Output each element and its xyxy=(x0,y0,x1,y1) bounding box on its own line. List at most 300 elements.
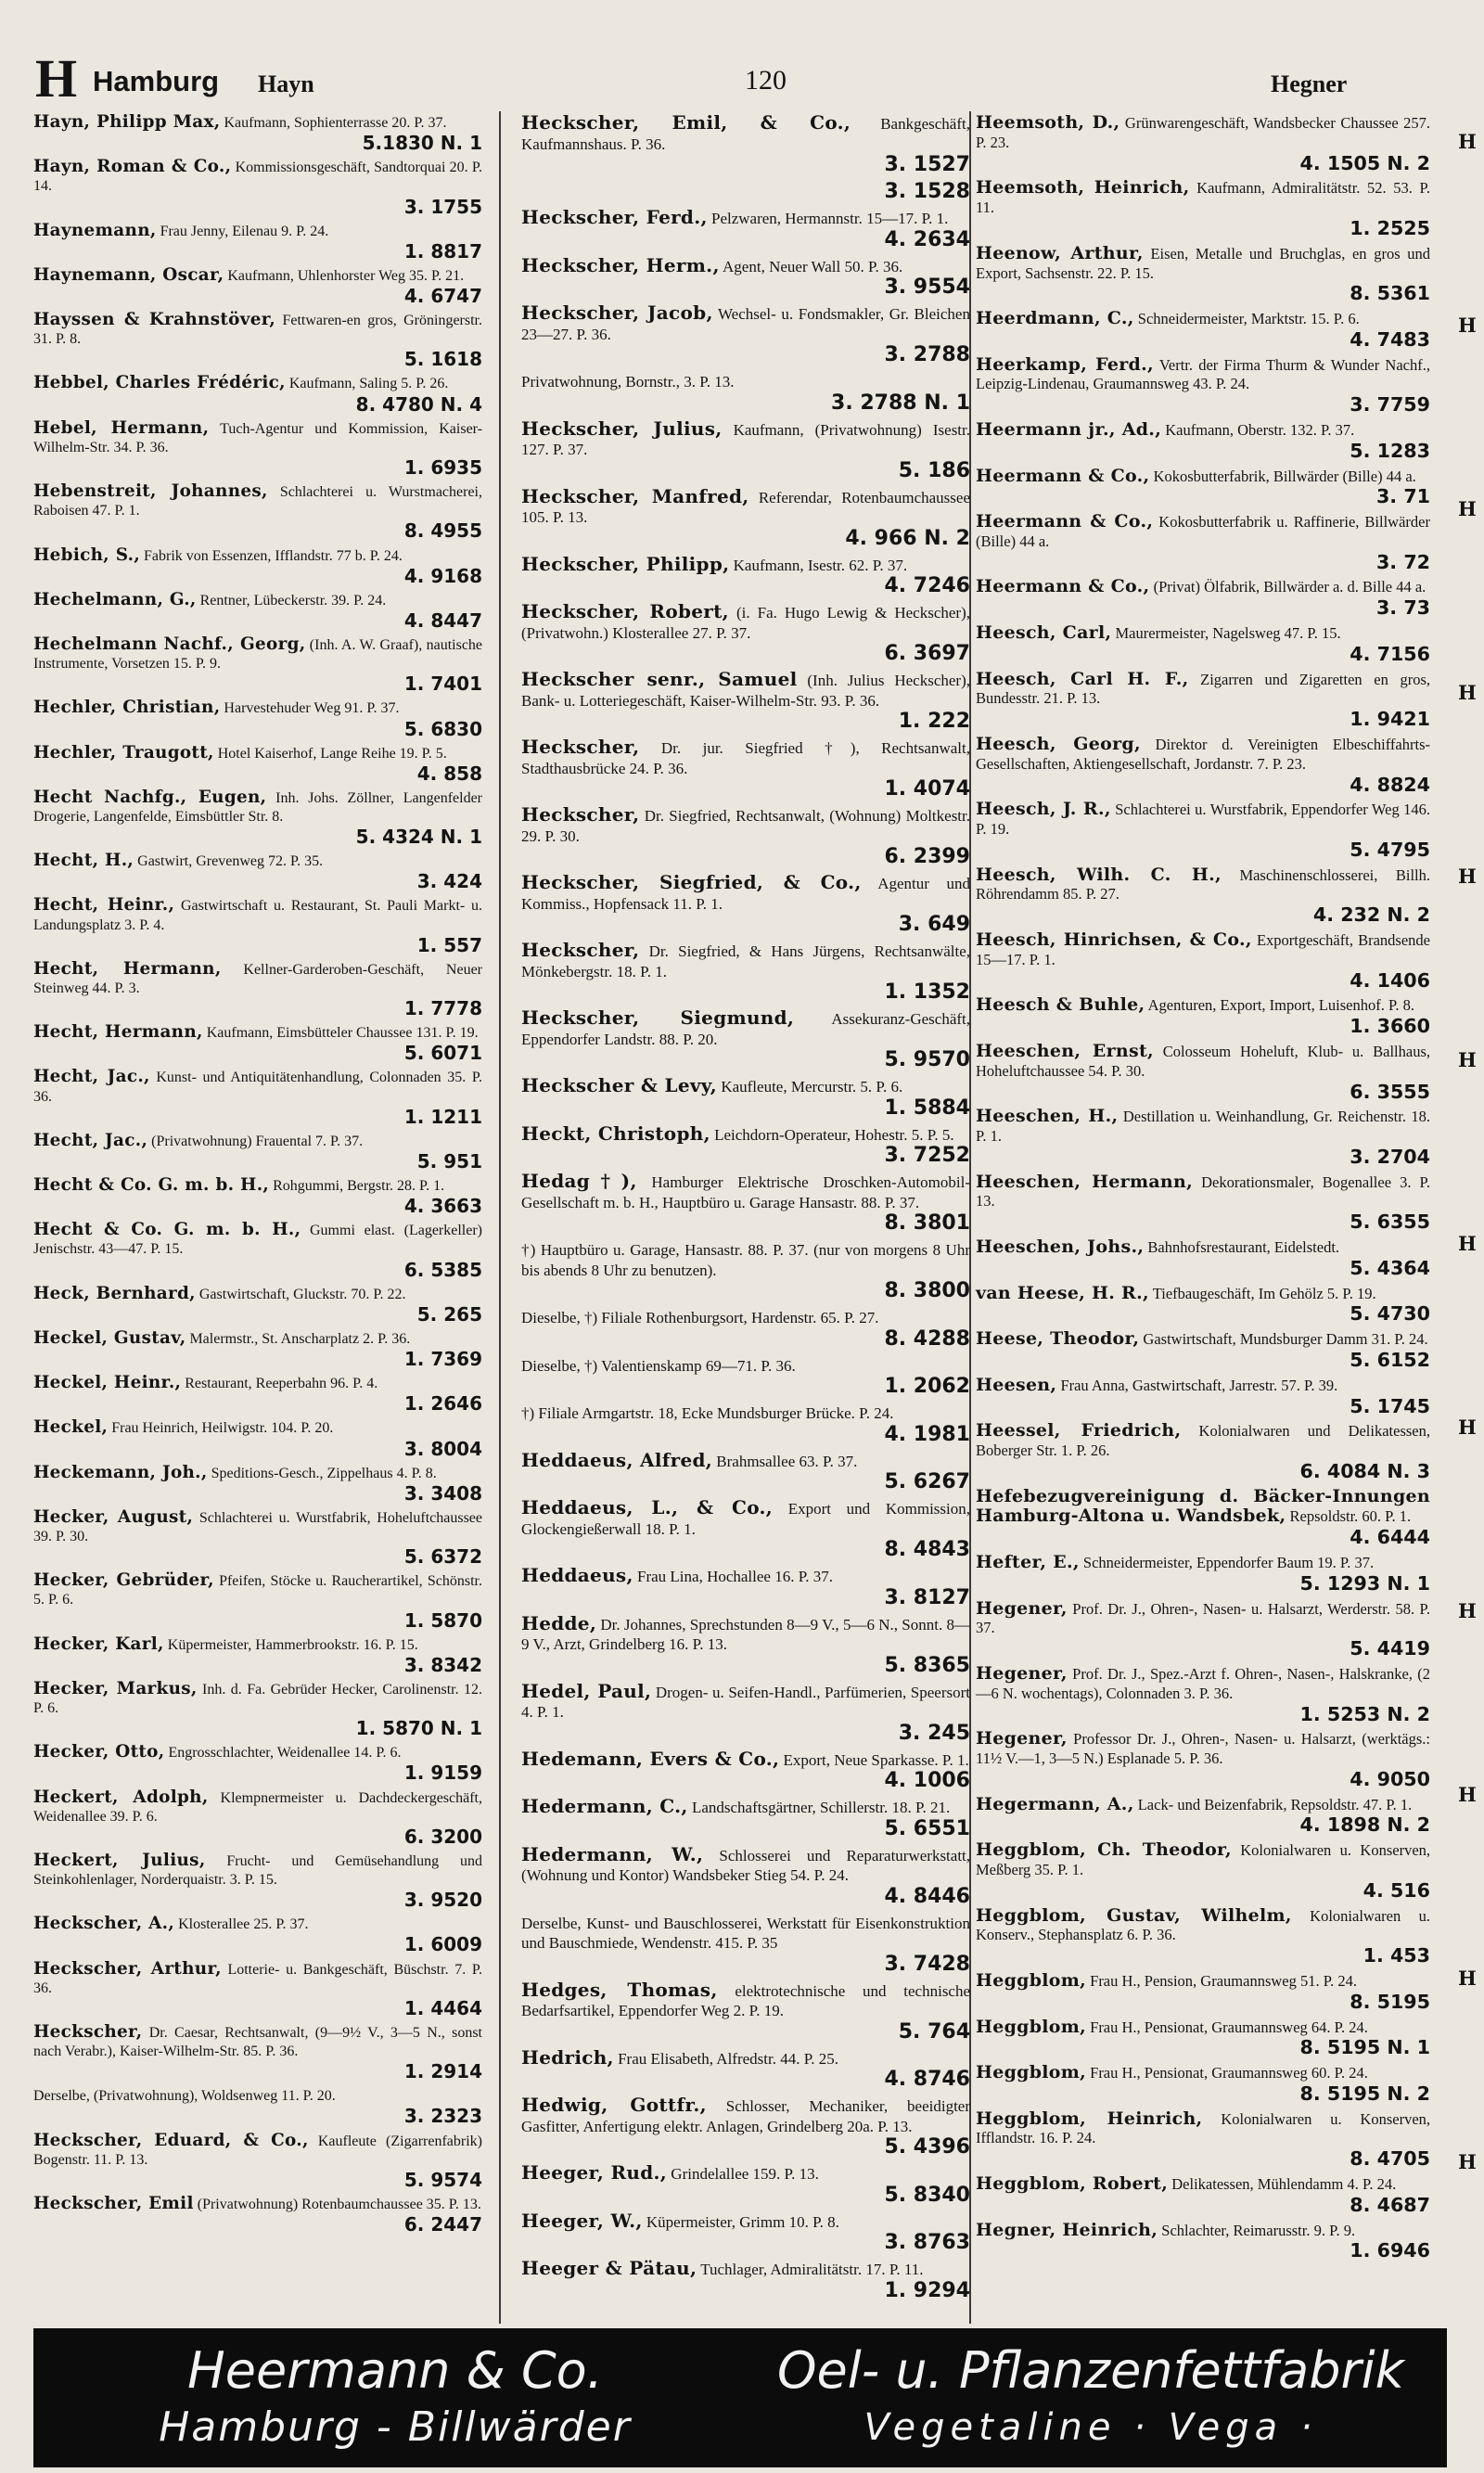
directory-entry xyxy=(521,873,970,936)
entry-phone-number: 4. 1006 xyxy=(884,1769,970,1792)
entry-name: Heesch, Carl H. F., xyxy=(976,668,1189,689)
entry-phone-number: 3. 649 xyxy=(898,913,970,936)
entry-phone-number: 4. 8446 xyxy=(884,1884,970,1908)
entry-phone-number: 1. 9294 xyxy=(884,2278,970,2302)
entry-name: Heckscher, Ferd., xyxy=(521,206,708,228)
entry-name: Heckert, Adolph, xyxy=(33,1787,209,1807)
entry-phone-number: 3. 245 xyxy=(898,1721,970,1745)
entry-name: Hechler, Traugott, xyxy=(33,742,214,762)
entry-phone-number: 5. 9570 xyxy=(884,1048,970,1071)
directory-entry xyxy=(33,744,482,784)
entry-phone-number: 4. 7483 xyxy=(1350,327,1430,351)
entry-phone-number: 5. 8340 xyxy=(884,2183,970,2207)
entry-phone-number: 1. 5870 N. 1 xyxy=(355,1717,482,1740)
entry-name: Heckscher senr., Samuel xyxy=(521,668,798,690)
directory-entry xyxy=(33,788,482,847)
entry-name: Heessel, Friedrich, xyxy=(976,1420,1182,1442)
entry-phone-number: 3. 8763 xyxy=(884,2231,970,2254)
directory-entry xyxy=(521,602,970,665)
entry-name: Hecker, Karl, xyxy=(33,1634,164,1654)
directory-entry xyxy=(33,1068,482,1126)
entry-name: Hecht, Jac., xyxy=(33,1130,148,1150)
directory-entry xyxy=(976,577,1430,619)
entry-name: Hecht, H., xyxy=(33,851,134,871)
entry-details: Frau Elisabeth, Alfredstr. 44. P. 25. xyxy=(618,2049,839,2068)
directory-entry xyxy=(976,1237,1430,1279)
edge-letter: H xyxy=(1458,865,1477,888)
entry-name: Hefter, E., xyxy=(976,1552,1080,1573)
entry-name: Hegener, xyxy=(976,1597,1068,1619)
entry-details: Dekorationsmaler, Bogenallee 3. P. 13. xyxy=(976,1172,1430,1211)
entry-phone-number: 1. 2062 xyxy=(884,1375,970,1398)
entry-phone-number: 5. 4364 xyxy=(1350,1256,1430,1279)
directory-entry xyxy=(33,546,482,586)
entry-phone-number: 5. 4730 xyxy=(1350,1302,1430,1326)
directory-entry xyxy=(33,1852,482,1910)
entry-phone-number: 1. 1211 xyxy=(403,1105,482,1128)
entry-name: Hecker, Otto, xyxy=(33,1742,165,1762)
entry-phone-number: 1. 6009 xyxy=(403,1933,482,1956)
directory-entry xyxy=(33,419,482,478)
entry-details: Frau Lina, Hochallee 16. P. 37. xyxy=(637,1568,834,1585)
entry-phone-number: 5. 6372 xyxy=(403,1545,482,1569)
edge-letter: H xyxy=(1458,1599,1477,1622)
directory-entry xyxy=(976,1599,1430,1659)
directory-entry xyxy=(521,670,970,733)
directory-entry xyxy=(33,2132,482,2190)
entry-name: Hebich, S., xyxy=(33,545,141,565)
entry-details: Dr. Johannes, Sprechstunden 8—9 V., 5—6 N., Sonnt. 8—9 V., Arzt, Grindelberg 16. P. 13. xyxy=(521,1615,970,1653)
entry-details: Leichdorn-Operateur, Hohestr. 5. P. 5. xyxy=(714,1125,954,1144)
entry-details: Tiefbaugeschäft, Im Gehölz 5. P. 19. xyxy=(1152,1284,1376,1302)
entry-name: Hedges, Thomas, xyxy=(521,1978,718,2001)
entry-name: Heerdmann, C., xyxy=(976,308,1134,329)
directory-entry xyxy=(521,2045,970,2092)
entry-details: Kaufmann, Eimsbütteler Chaussee 131. P. 19. xyxy=(206,1025,479,1042)
entry-phone-number: 1. 9159 xyxy=(403,1762,482,1785)
entry-phone-number: 4. 516 xyxy=(1362,1878,1430,1902)
entry-details: (Privat) Ölfabrik, Billwärder a. d. Bille 44 a. xyxy=(1153,578,1426,596)
entry-phone-number: 5. 1283 xyxy=(1350,439,1430,462)
entry-name: Heesch & Buhle, xyxy=(976,994,1145,1016)
entry-details: Export und Kommission, Glockengießerwall 18. P. 1. xyxy=(521,1500,970,1538)
ad-brand-names: Vegetaline · Vega · xyxy=(864,2406,1318,2449)
entry-name: Heddaeus, L., & Co., xyxy=(521,1496,774,1518)
entry-details: Gummi elast. (Lagerkeller) Jenischstr. 43—47. P. 15. xyxy=(33,1223,482,1258)
entry-phone-number: 1. 2646 xyxy=(403,1392,482,1416)
entry-name: Heckscher, Siegfried, & Co., xyxy=(521,871,862,893)
entry-phone-number: 3. 2323 xyxy=(403,2105,482,2128)
edge-letter: H xyxy=(1458,1783,1477,1806)
entry-details: Dieselbe, †) Valentienskamp 69—71. P. 36. xyxy=(521,1356,796,1375)
directory-entry xyxy=(33,1176,482,1216)
directory-entry xyxy=(521,1355,970,1399)
entry-details: Destillation u. Weinhandlung, Gr. Reichenstr. 18. P. 1. xyxy=(976,1108,1430,1146)
entry-details: Derselbe, Kunst- und Bauschlosserei, Werkstatt für Eisenkonstruktion und Bauschmiede, Wendenstr. 415. P. 35 xyxy=(521,1914,970,1952)
directory-entry xyxy=(521,1239,970,1302)
entry-details: Hamburger Elektrische Droschken-Automobil-Gesellschaft m. b. H., Hauptbüro u. Garage Hansastr. 88. P. 37. xyxy=(521,1173,970,1211)
entry-phone-number: 3. 2788 N. 1 xyxy=(831,391,970,415)
entry-name: Hecht & Co. G. m. b. H., xyxy=(33,1175,270,1196)
entry-details: Dieselbe, †) Filiale Rothenburgsort, Hardenstr. 65. P. 27. xyxy=(521,1309,879,1326)
entry-details: Pfeifen, Stöcke u. Raucherartikel, Schönstr. 5. P. 6. xyxy=(33,1573,483,1608)
entry-phone-number: 3. 71 xyxy=(1375,485,1430,508)
entry-phone-number: 8. 5195 N. 2 xyxy=(1299,2082,1430,2105)
entry-phone-number: 5. 4396 xyxy=(884,2135,970,2159)
entry-phone-number: 4. 8824 xyxy=(1350,773,1430,796)
entry-name: Heesch, Carl, xyxy=(976,622,1112,644)
entry-phone-number: 8. 3800 xyxy=(884,1279,970,1302)
entry-phone-number: 4. 1406 xyxy=(1350,968,1430,992)
entry-name: Hedermann, W., xyxy=(521,1842,704,1865)
directory-entry xyxy=(33,1464,482,1504)
entry-details: Frau H., Pension, Graumannsweg 51. P. 24. xyxy=(1090,1971,1357,1990)
entry-details: Frucht- und Gemüsehandlung und Steinkohlenlager, Norderquaistr. 3. P. 15. xyxy=(33,1852,483,1889)
entry-details: Prof. Dr. J., Ohren-, Nasen- u. Halsarzt, Werderstr. 58. P. 37. xyxy=(976,1599,1430,1637)
edge-letter: H xyxy=(1458,1416,1477,1439)
entry-details: Agentur und Kommiss., Hopfensack 11. P. 1. xyxy=(521,875,970,913)
directory-entry xyxy=(521,1980,970,2044)
entry-phone-number: 4. 8447 xyxy=(403,609,482,632)
entry-name: Heermann & Co., xyxy=(976,465,1150,486)
directory-entry xyxy=(521,1679,971,1745)
directory-entry xyxy=(521,416,971,482)
entry-phone-number: 1. 2914 xyxy=(403,2060,482,2083)
directory-entry xyxy=(521,1842,971,1908)
entry-name: Heckscher, Jacob, xyxy=(521,301,713,324)
entry-details: Restaurant, Reeperbahn 96. P. 4. xyxy=(185,1376,378,1392)
entry-name: Heeschen, Ernst, xyxy=(976,1040,1154,1061)
advertisement-banner xyxy=(33,2328,1447,2467)
ad-company-location: Hamburg - Billwärder xyxy=(159,2403,632,2451)
entry-details: Frau Jenny, Eilenau 9. P. 24. xyxy=(160,223,329,239)
entry-details: Export, Neue Sparkasse. P. 1. xyxy=(783,1750,969,1769)
entry-name: Heggblom, Robert, xyxy=(976,2172,1169,2194)
entry-phone-number: 3. 424 xyxy=(416,870,482,893)
entry-name: Heckscher, xyxy=(521,803,640,826)
edge-letter: H xyxy=(1458,130,1477,153)
directory-entry xyxy=(976,1042,1430,1102)
entry-phone-number: 6. 2399 xyxy=(884,845,970,868)
entry-details: elektrotechnische und technische Bedarfsartikel, Eppendorfer Weg 2. P. 19. xyxy=(521,1981,971,2019)
directory-entry xyxy=(33,2195,482,2235)
entry-name: Heenow, Arthur, xyxy=(976,242,1144,263)
directory-entry xyxy=(521,1797,970,1840)
entry-name: Heckel, Gustav, xyxy=(33,1327,186,1348)
entry-name: Hechler, Christian, xyxy=(33,698,221,718)
entry-details: Kaufmann, Admiralitätstr. 52. 53. P. 11. xyxy=(976,179,1430,217)
entry-details: Kaufmann, Oberstr. 132. P. 37. xyxy=(1165,421,1355,439)
entry-name: Heckscher, Philipp, xyxy=(521,552,730,575)
directory-entry xyxy=(976,1107,1430,1167)
entry-phone-number: 5.1830 N. 1 xyxy=(362,132,482,155)
entry-details: Bahnhofsrestaurant, Eidelstedt. xyxy=(1147,1238,1340,1257)
directory-entry xyxy=(976,1172,1430,1233)
directory-entry xyxy=(521,1566,970,1609)
directory-entry xyxy=(521,253,970,300)
entry-phone-number: 4. 6747 xyxy=(403,285,482,308)
entry-phone-number: 6. 4084 N. 3 xyxy=(1299,1459,1430,1482)
entry-details: Kommissionsgeschäft, Sandtorquai 20. P. 14. xyxy=(33,160,483,195)
entry-name: Hecht & Co. G. m. b. H., xyxy=(33,1220,301,1240)
entry-details: Brahmsallee 63. P. 37. xyxy=(716,1452,858,1470)
entry-details: Schlosser, Mechaniker, beeidigter Gasfitter, Anfertigung elektr. Anlagen, Grindelberg 20a. P. 13. xyxy=(521,2097,970,2135)
entry-phone-number: 4. 966 N. 2 xyxy=(845,526,970,550)
directory-entry xyxy=(521,2259,970,2302)
entry-name: Heeschen, H., xyxy=(976,1106,1119,1127)
entry-name: Heesch, Wilh. C. H., xyxy=(976,864,1222,885)
edge-letter: H xyxy=(1458,1048,1477,1071)
directory-entry xyxy=(976,865,1430,926)
entry-phone-number: 3. 7252 xyxy=(884,1144,970,1167)
entry-phone-number: 6. 5385 xyxy=(403,1258,482,1281)
entry-name: Hayn, Roman & Co., xyxy=(33,157,232,177)
entry-details: Tuch-Agentur und Kommission, Kaiser-Wilhelm-Str. 34. P. 36. xyxy=(33,420,483,455)
entry-name: Hecker, Gebrüder, xyxy=(33,1570,214,1591)
directory-entry xyxy=(976,800,1430,860)
entry-details: Zigarren und Zigaretten en gros, Bundesstr. 21. P. 13. xyxy=(976,670,1430,708)
entry-name: Heckscher, Manfred, xyxy=(521,484,749,507)
entry-name: Heckscher & Levy, xyxy=(521,1074,718,1096)
entry-details: †) Filiale Armgartstr. 18, Ecke Mundsburger Brücke. P. 24. xyxy=(521,1404,894,1422)
directory-entry xyxy=(521,737,970,801)
entry-phone-number: 8. 5195 xyxy=(1350,1990,1430,2013)
entry-name: Heese, Theodor, xyxy=(976,1328,1140,1350)
entry-name: van Heese, H. R., xyxy=(976,1282,1149,1303)
entry-name: Heeger, W., xyxy=(521,2209,643,2232)
entry-name: Heddaeus, xyxy=(521,1564,633,1586)
directory-entry xyxy=(33,1023,482,1063)
entry-name: Hecht, Heinr., xyxy=(33,895,175,916)
entry-phone-number: 1. 557 xyxy=(416,933,482,956)
entry-phone-number: 8. 3801 xyxy=(884,1211,970,1235)
entry-phone-number: 8. 4843 xyxy=(884,1538,970,1561)
directory-entry xyxy=(33,1374,482,1414)
entry-phone-number: 5. 4795 xyxy=(1350,838,1430,861)
entry-details: Gastwirt, Grevenweg 72. P. 35. xyxy=(137,853,324,870)
entry-phone-number: 5. 265 xyxy=(416,1302,482,1326)
entry-details: (Inh. Julius Heckscher), Bank- u. Lotteriegeschäft, Kaiser-Wilhelm-Str. 93. P. 36. xyxy=(521,672,970,710)
entry-name: Heggblom, xyxy=(976,1969,1087,1991)
entry-name: Hedrich, xyxy=(521,2045,614,2069)
entry-details: Dr. Siegfried, Rechtsanwalt, (Wohnung) Moltkestr. 29. P. 30. xyxy=(521,807,971,845)
entry-details: Kaufmann, Saling 5. P. 26. xyxy=(288,376,449,392)
range-start-word: Hayn xyxy=(258,70,314,97)
entry-name: Heckscher, Emil, & Co., xyxy=(521,111,851,134)
entry-name: Heckscher, Siegmund, xyxy=(521,1006,795,1029)
entry-name: Heckscher, Herm., xyxy=(521,253,720,276)
directory-entry xyxy=(521,1403,970,1446)
entry-name: Hegener, xyxy=(976,1728,1068,1749)
edge-letter: H xyxy=(1458,314,1477,337)
entry-details: Schlachter, Reimarusstr. 9. P. 9. xyxy=(1161,2221,1356,2239)
entry-details: Malermstr., St. Anscharplatz 2. P. 36. xyxy=(189,1330,411,1347)
entry-details: Agent, Neuer Wall 50. P. 36. xyxy=(723,257,903,275)
entry-phone-number: 6. 2447 xyxy=(403,2213,482,2236)
entry-phone-number: 4. 3663 xyxy=(403,1195,482,1218)
entry-phone-number: 3. 7759 xyxy=(1350,393,1430,416)
entry-name: Heggblom, Ch. Theodor, xyxy=(976,1839,1232,1861)
entry-details: Kaufmann, Sophienterrasse 20. P. 37. xyxy=(224,115,447,131)
entry-name: Heckscher, xyxy=(521,736,640,758)
directory-column-1 xyxy=(33,113,482,2324)
entry-details: Repsoldstr. 60. P. 1. xyxy=(1289,1507,1412,1526)
entry-details: Schneidermeister, Eppendorfer Baum 19. P. 37. xyxy=(1082,1554,1375,1572)
directory-entry xyxy=(521,2095,970,2159)
entry-details: Gastwirtschaft, Mundsburger Damm 31. P. 24. xyxy=(1143,1330,1428,1349)
directory-entry xyxy=(976,355,1430,416)
entry-details: Gastwirtschaft u. Restaurant, St. Pauli Markt- u. Landungsplatz 3. P. 4. xyxy=(33,898,483,933)
edge-letter: H xyxy=(1458,1232,1477,1255)
directory-entry xyxy=(976,1729,1430,1789)
entry-phone-number: 1. 453 xyxy=(1362,1944,1430,1967)
directory-entry xyxy=(976,1487,1430,1548)
entry-phone-number: 8. 4780 N. 4 xyxy=(355,392,482,416)
directory-entry xyxy=(976,2174,1430,2216)
entry-details: Kolonialwaren und Delikatessen, Boberger Str. 1. P. 26. xyxy=(976,1422,1430,1460)
entry-details: Kaufmann, (Privatwohnung) Isestr. 127. P. 37. xyxy=(521,420,971,458)
entry-phone-number: 5. 1745 xyxy=(1350,1394,1430,1417)
directory-entry xyxy=(33,1960,482,2018)
entry-details: Schlachterei u. Wurstfabrik, Eppendorfer Weg 146. P. 19. xyxy=(976,801,1431,839)
entry-phone-number: 1. 5870 xyxy=(403,1608,482,1632)
directory-entry xyxy=(976,930,1430,991)
entry-phone-number: 4. 9168 xyxy=(403,564,482,587)
entry-name: Hechelmann, G., xyxy=(33,589,197,609)
directory-entry xyxy=(521,1498,970,1561)
entry-details: Kolonialwaren u. Konserv., Stephansplatz 6. P. 36. xyxy=(976,1906,1430,1944)
entry-phone-number: 5. 951 xyxy=(416,1150,482,1173)
entry-details: Drogen- u. Seifen-Handl., Parfümerien, Speersort 4. P. 1. xyxy=(521,1683,971,1721)
entry-phone-number: 1. 7778 xyxy=(403,997,482,1020)
entry-name: Hecht, Hermann, xyxy=(33,958,222,979)
entry-phone-number: 5. 8365 xyxy=(884,1653,970,1677)
page-header xyxy=(35,48,1436,109)
entry-phone-number: 4. 7156 xyxy=(1350,642,1430,665)
entry-name: Heddaeus, Alfred, xyxy=(521,1448,713,1471)
directory-entry xyxy=(976,1284,1430,1326)
entry-phone-number: 8. 5195 N. 1 xyxy=(1299,2036,1430,2059)
directory-entry xyxy=(33,896,482,955)
directory-entry xyxy=(976,1553,1430,1595)
entry-details: Kaufleute, Mercurstr. 5. P. 6. xyxy=(721,1078,903,1096)
entry-name: Hayssen & Krahnstöver, xyxy=(33,310,276,330)
directory-entry xyxy=(521,208,970,251)
entry-phone-number: 5. 186 xyxy=(898,458,970,482)
section-letter: H xyxy=(35,48,78,109)
entry-phone-number: 3. 1527 xyxy=(884,153,970,176)
entry-details: †) Hauptbüro u. Garage, Hansastr. 88. P. 37. (nur von morgens 8 Uhr bis abends 8 Uhr zu benutzen). xyxy=(521,1241,970,1279)
entry-name: Heckscher, Emil xyxy=(33,2193,194,2213)
entry-details: Kaufmann, Isestr. 62. P. 37. xyxy=(733,556,908,574)
entry-details: Kaufmann, Uhlenhorster Weg 35. P. 21. xyxy=(227,267,465,284)
directory-entry xyxy=(976,2018,1430,2059)
ad-company-name: Heermann & Co. xyxy=(187,2341,603,2400)
entry-name: Heckemann, Joh., xyxy=(33,1462,208,1482)
entry-phone-number: 5. 1293 N. 1 xyxy=(1299,1571,1430,1595)
entry-name: Hegner, Heinrich, xyxy=(976,2219,1158,2240)
entry-name: Hegermann, A., xyxy=(976,1793,1134,1814)
entry-name: Hedel, Paul, xyxy=(521,1679,652,1702)
entry-name: Haynemann, xyxy=(33,220,157,240)
entry-phone-number: 5. 6355 xyxy=(1350,1211,1430,1234)
entry-details: (i. Fa. Hugo Lewig & Heckscher), (Privatwohn.) Klosterallee 27. P. 37. xyxy=(521,604,970,642)
edge-letter: H xyxy=(1458,2150,1477,2173)
directory-entry xyxy=(976,113,1430,173)
entry-phone-number: 4. 2634 xyxy=(884,227,970,251)
directory-entry xyxy=(521,941,970,1004)
directory-entry xyxy=(33,222,482,262)
entry-details: Tuchlager, Admiralitätstr. 17. P. 11. xyxy=(700,2261,924,2278)
directory-entry xyxy=(521,484,970,550)
directory-entry xyxy=(33,2023,482,2082)
directory-entry xyxy=(33,1418,482,1458)
entry-phone-number: 8. 4955 xyxy=(403,519,482,543)
entry-name: Heckscher, Robert, xyxy=(521,600,729,622)
entry-phone-number: 1. 5884 xyxy=(884,1096,970,1120)
entry-name: Hebenstreit, Johannes, xyxy=(33,481,268,502)
entry-name: Heggblom, xyxy=(976,2062,1087,2083)
directory-entry xyxy=(33,113,482,153)
directory-entry xyxy=(976,1971,1430,2013)
directory-entry xyxy=(976,1664,1430,1724)
entry-phone-number: 1. 222 xyxy=(898,710,970,733)
directory-entry xyxy=(33,635,482,694)
directory-entry xyxy=(976,995,1430,1037)
entry-name: Heckscher, Eduard, & Co., xyxy=(33,2130,309,2150)
entry-details: Dr. Caesar, Rechtsanwalt, (9—9½ V., 3—5 N., sonst nach Verabr.), Kaiser-Wilhelm-Str. 85. P. 36. xyxy=(33,2024,483,2060)
entry-phone-number: 3. 1528 xyxy=(884,180,970,203)
directory-entry xyxy=(976,1906,1430,1967)
directory-entry xyxy=(976,178,1430,238)
entry-name: Heggblom, Heinrich, xyxy=(976,2108,1203,2129)
entry-phone-number: 1. 3660 xyxy=(1350,1015,1430,1038)
directory-entry xyxy=(521,371,970,415)
entry-details: Referendar, Rotenbaumchaussee 105. P. 13. xyxy=(521,488,970,526)
entry-name: Heckt, Christoph, xyxy=(521,1121,710,1145)
directory-entry xyxy=(521,1172,970,1235)
entry-name: Hedag†), xyxy=(521,1170,637,1192)
entry-name: Heggblom, Gustav, Wilhelm, xyxy=(976,1904,1292,1926)
entry-phone-number: 3. 8127 xyxy=(884,1585,970,1609)
entry-name: Hefebezugvereinigung d. Bäcker-Innungen Hamburg-Altona u. Wandsbek, xyxy=(976,1485,1430,1527)
entry-name: Hedemann, Evers & Co., xyxy=(521,1747,780,1770)
entry-phone-number: 4. 7246 xyxy=(884,574,970,597)
entry-details: Kunst- und Antiquitätenhandlung, Colonnaden 35. P. 36. xyxy=(33,1070,483,1105)
entry-details: Direktor d. Vereinigten Elbeschiffahrts-Gesellschaften, Aktiengesellschaft, Jordanstr. 7. P. 23. xyxy=(976,735,1430,773)
directory-entry xyxy=(33,266,482,306)
entry-details: Inh. d. Fa. Gebrüder Hecker, Carolinenstr. 12. P. 6. xyxy=(33,1681,483,1717)
entry-details: Inh. Johs. Zöllner, Langenfelder Drogerie, Langenfelde, Eimsbüttler Str. 8. xyxy=(33,789,483,825)
entry-details: Kolonialwaren u. Konserven, Ifflandstr. 16. P. 24. xyxy=(976,2109,1431,2147)
entry-name: Hebbel, Charles Frédéric, xyxy=(33,373,286,393)
entry-details: Assekuranz-Geschäft, Eppendorfer Landstr. 88. P. 20. xyxy=(521,1010,971,1048)
entry-details: Fettwaren-en gros, Gröningerstr. 31. P. 8. xyxy=(33,313,482,348)
directory-entry xyxy=(33,1915,482,1954)
entry-name: Heeschen, Johs., xyxy=(976,1236,1145,1258)
entry-phone-number: 4. 1898 N. 2 xyxy=(1299,1813,1430,1837)
entry-details: Schlachterei u. Wurstfabrik, Hoheluftchaussee 39. P. 30. xyxy=(33,1509,483,1545)
directory-column-3 xyxy=(976,113,1430,2324)
entry-phone-number: 1. 1352 xyxy=(884,980,970,1004)
entry-details: Privatwohnung, Bornstr., 3. P. 13. xyxy=(521,373,735,391)
directory-entry xyxy=(33,698,482,738)
entry-details: (Privatwohnung) Frauental 7. P. 37. xyxy=(151,1133,364,1149)
entry-phone-number: 6. 3697 xyxy=(884,642,970,665)
entry-details: Landschaftsgärtner, Schillerstr. 18. P. 21. xyxy=(691,1799,951,1816)
entry-details: Colosseum Hoheluft, Klub- u. Ballhaus, Hoheluftchaussee 54. P. 30. xyxy=(976,1042,1430,1080)
entry-details: Exportgeschäft, Brandsende 15—17. P. 1. xyxy=(976,931,1430,968)
